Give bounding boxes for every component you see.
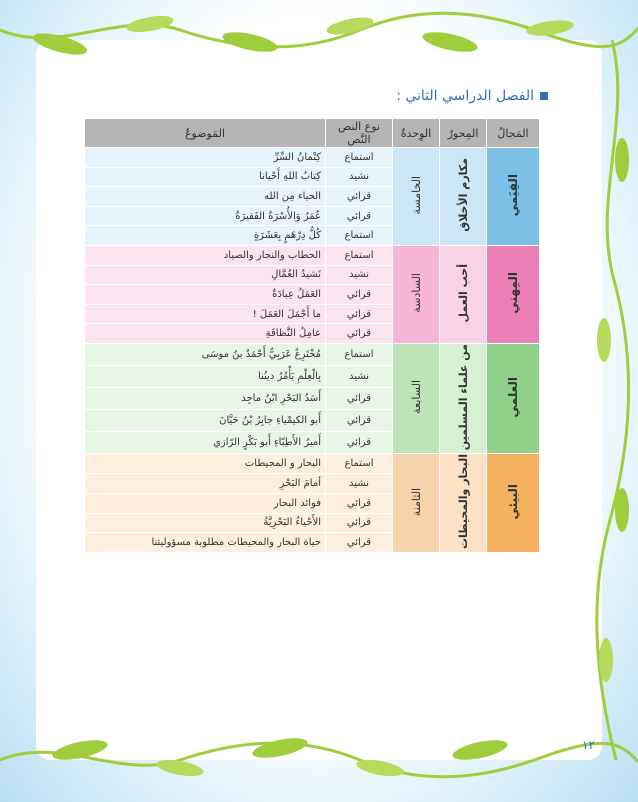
curriculum-table: [84, 118, 540, 553]
topic-cell: الحطاب والنجار والصياد: [85, 245, 326, 265]
text-type-cell: قرائي: [326, 513, 393, 533]
text-type-cell: نشيد: [326, 167, 393, 187]
table-row: [85, 454, 540, 474]
text-type-cell: استماع: [326, 148, 393, 168]
topic-cell: أَسَدُ البَحْرِ ابْنُ ماجِد: [85, 388, 326, 410]
field-cell-label: البيئي: [506, 483, 520, 520]
topic-cell: العَمَلُ عِبادَةٌ: [85, 285, 326, 305]
axis-cell-label: مكارم الأخلاق: [456, 158, 470, 232]
topic-cell: ما أَجْمَلَ العَمَلَ !: [85, 304, 326, 324]
text-type-cell: استماع: [326, 245, 393, 265]
text-type-cell: قرائي: [326, 304, 393, 324]
bottom-vine-decoration: [0, 720, 638, 802]
unit-cell: [393, 343, 440, 453]
topic-cell: كِتْمانُ السِّرِّ: [85, 148, 326, 168]
unit-cell-label: الخامسة: [409, 175, 423, 215]
field-cell: [487, 343, 540, 453]
right-vine-decoration: [592, 40, 638, 760]
topic-cell: الأَحْياءُ البَحْرِيَّةُ: [85, 513, 326, 533]
axis-cell: [440, 343, 487, 453]
text-type-cell: نشيد: [326, 265, 393, 285]
text-type-cell: قرائي: [326, 324, 393, 344]
square-bullet-icon: [540, 92, 548, 100]
text-type-cell: قرائي: [326, 410, 393, 432]
topic-cell: كُلُّ دِرْهَمٍ بِعَشَرَةٍ: [85, 226, 326, 246]
text-type-cell: قرائي: [326, 533, 393, 553]
axis-cell: [440, 148, 487, 246]
topic-cell: فوائد البحار: [85, 493, 326, 513]
topic-cell: نَشيدُ العُمَّالِ: [85, 265, 326, 285]
header-unit: الوِحدةُ: [393, 119, 440, 148]
unit-cell: [393, 245, 440, 343]
text-type-cell: قرائي: [326, 493, 393, 513]
text-type-cell: قرائي: [326, 187, 393, 207]
page-number: ١٢: [582, 738, 595, 752]
unit-cell-label: السابعة: [409, 380, 423, 414]
axis-cell: [440, 245, 487, 343]
topic-cell: حياة البحار والمحيطات مطلوبة مسؤوليتنا: [85, 533, 326, 553]
topic-cell: أَبو الكيمْياءِ جابِرُ بْنُ حَيَّانَ: [85, 410, 326, 432]
topic-cell: عُمَرُ وَالأُسْرَةُ الفَقيرَةُ: [85, 206, 326, 226]
text-type-cell: قرائي: [326, 388, 393, 410]
field-cell-label: القِيَمي: [506, 173, 520, 217]
section-title-text: الفصل الدراسي الثاني :: [396, 88, 534, 104]
text-type-cell: استماع: [326, 226, 393, 246]
table-body: [85, 148, 540, 553]
text-type-cell: قرائي: [326, 206, 393, 226]
field-cell-label: العلمي: [506, 376, 520, 418]
text-type-cell: قرائي: [326, 285, 393, 305]
header-topic: المَوضوعُ: [85, 119, 326, 148]
topic-cell: بِالْعِلْمِ يَأْمُرُ دينُنا: [85, 365, 326, 387]
axis-cell: [440, 454, 487, 553]
field-cell: [487, 148, 540, 246]
table-row: [85, 148, 540, 168]
topic-cell: كِتابُ اللهِ أَحْيانا: [85, 167, 326, 187]
table-row: [85, 343, 540, 365]
field-cell-label: المِهني: [506, 272, 520, 314]
text-type-cell: نشيد: [326, 365, 393, 387]
topic-cell: الحياء مِن الله: [85, 187, 326, 207]
section-title: [396, 88, 548, 104]
top-vine-decoration: [0, 0, 638, 90]
text-type-cell: استماع: [326, 343, 393, 365]
unit-cell-label: السادسة: [409, 273, 423, 313]
header-field: المَجالُ: [487, 119, 540, 148]
unit-cell: [393, 454, 440, 553]
topic-cell: عامِلُ النَّظافَةِ: [85, 324, 326, 344]
axis-cell-label: البحار والمحيطات: [456, 454, 470, 550]
axis-cell-label: أحب العمل: [456, 263, 470, 323]
field-cell: [487, 454, 540, 553]
text-type-cell: نشيد: [326, 473, 393, 493]
topic-cell: البحار و المحيطات: [85, 454, 326, 474]
text-type-cell: قرائي: [326, 432, 393, 454]
table-row: [85, 245, 540, 265]
table-header-row: [85, 119, 540, 148]
topic-cell: مُخْتَرِعٌ عَرَبِيٌّ أَحْمَدُ بنُ موسَى: [85, 343, 326, 365]
header-text-type: نوع النص النَّص: [326, 119, 393, 148]
topic-cell: أمامَ البَحْرِ: [85, 473, 326, 493]
axis-cell-label: من علماء المسلمين: [456, 343, 470, 451]
header-axis: المِحورُ: [440, 119, 487, 148]
text-type-cell: استماع: [326, 454, 393, 474]
unit-cell: [393, 148, 440, 246]
topic-cell: أَميرُ الأَطِبّاءِ أَبو بَكْرٍ الرّازي: [85, 432, 326, 454]
unit-cell-label: الثامنة: [409, 487, 423, 516]
field-cell: [487, 245, 540, 343]
